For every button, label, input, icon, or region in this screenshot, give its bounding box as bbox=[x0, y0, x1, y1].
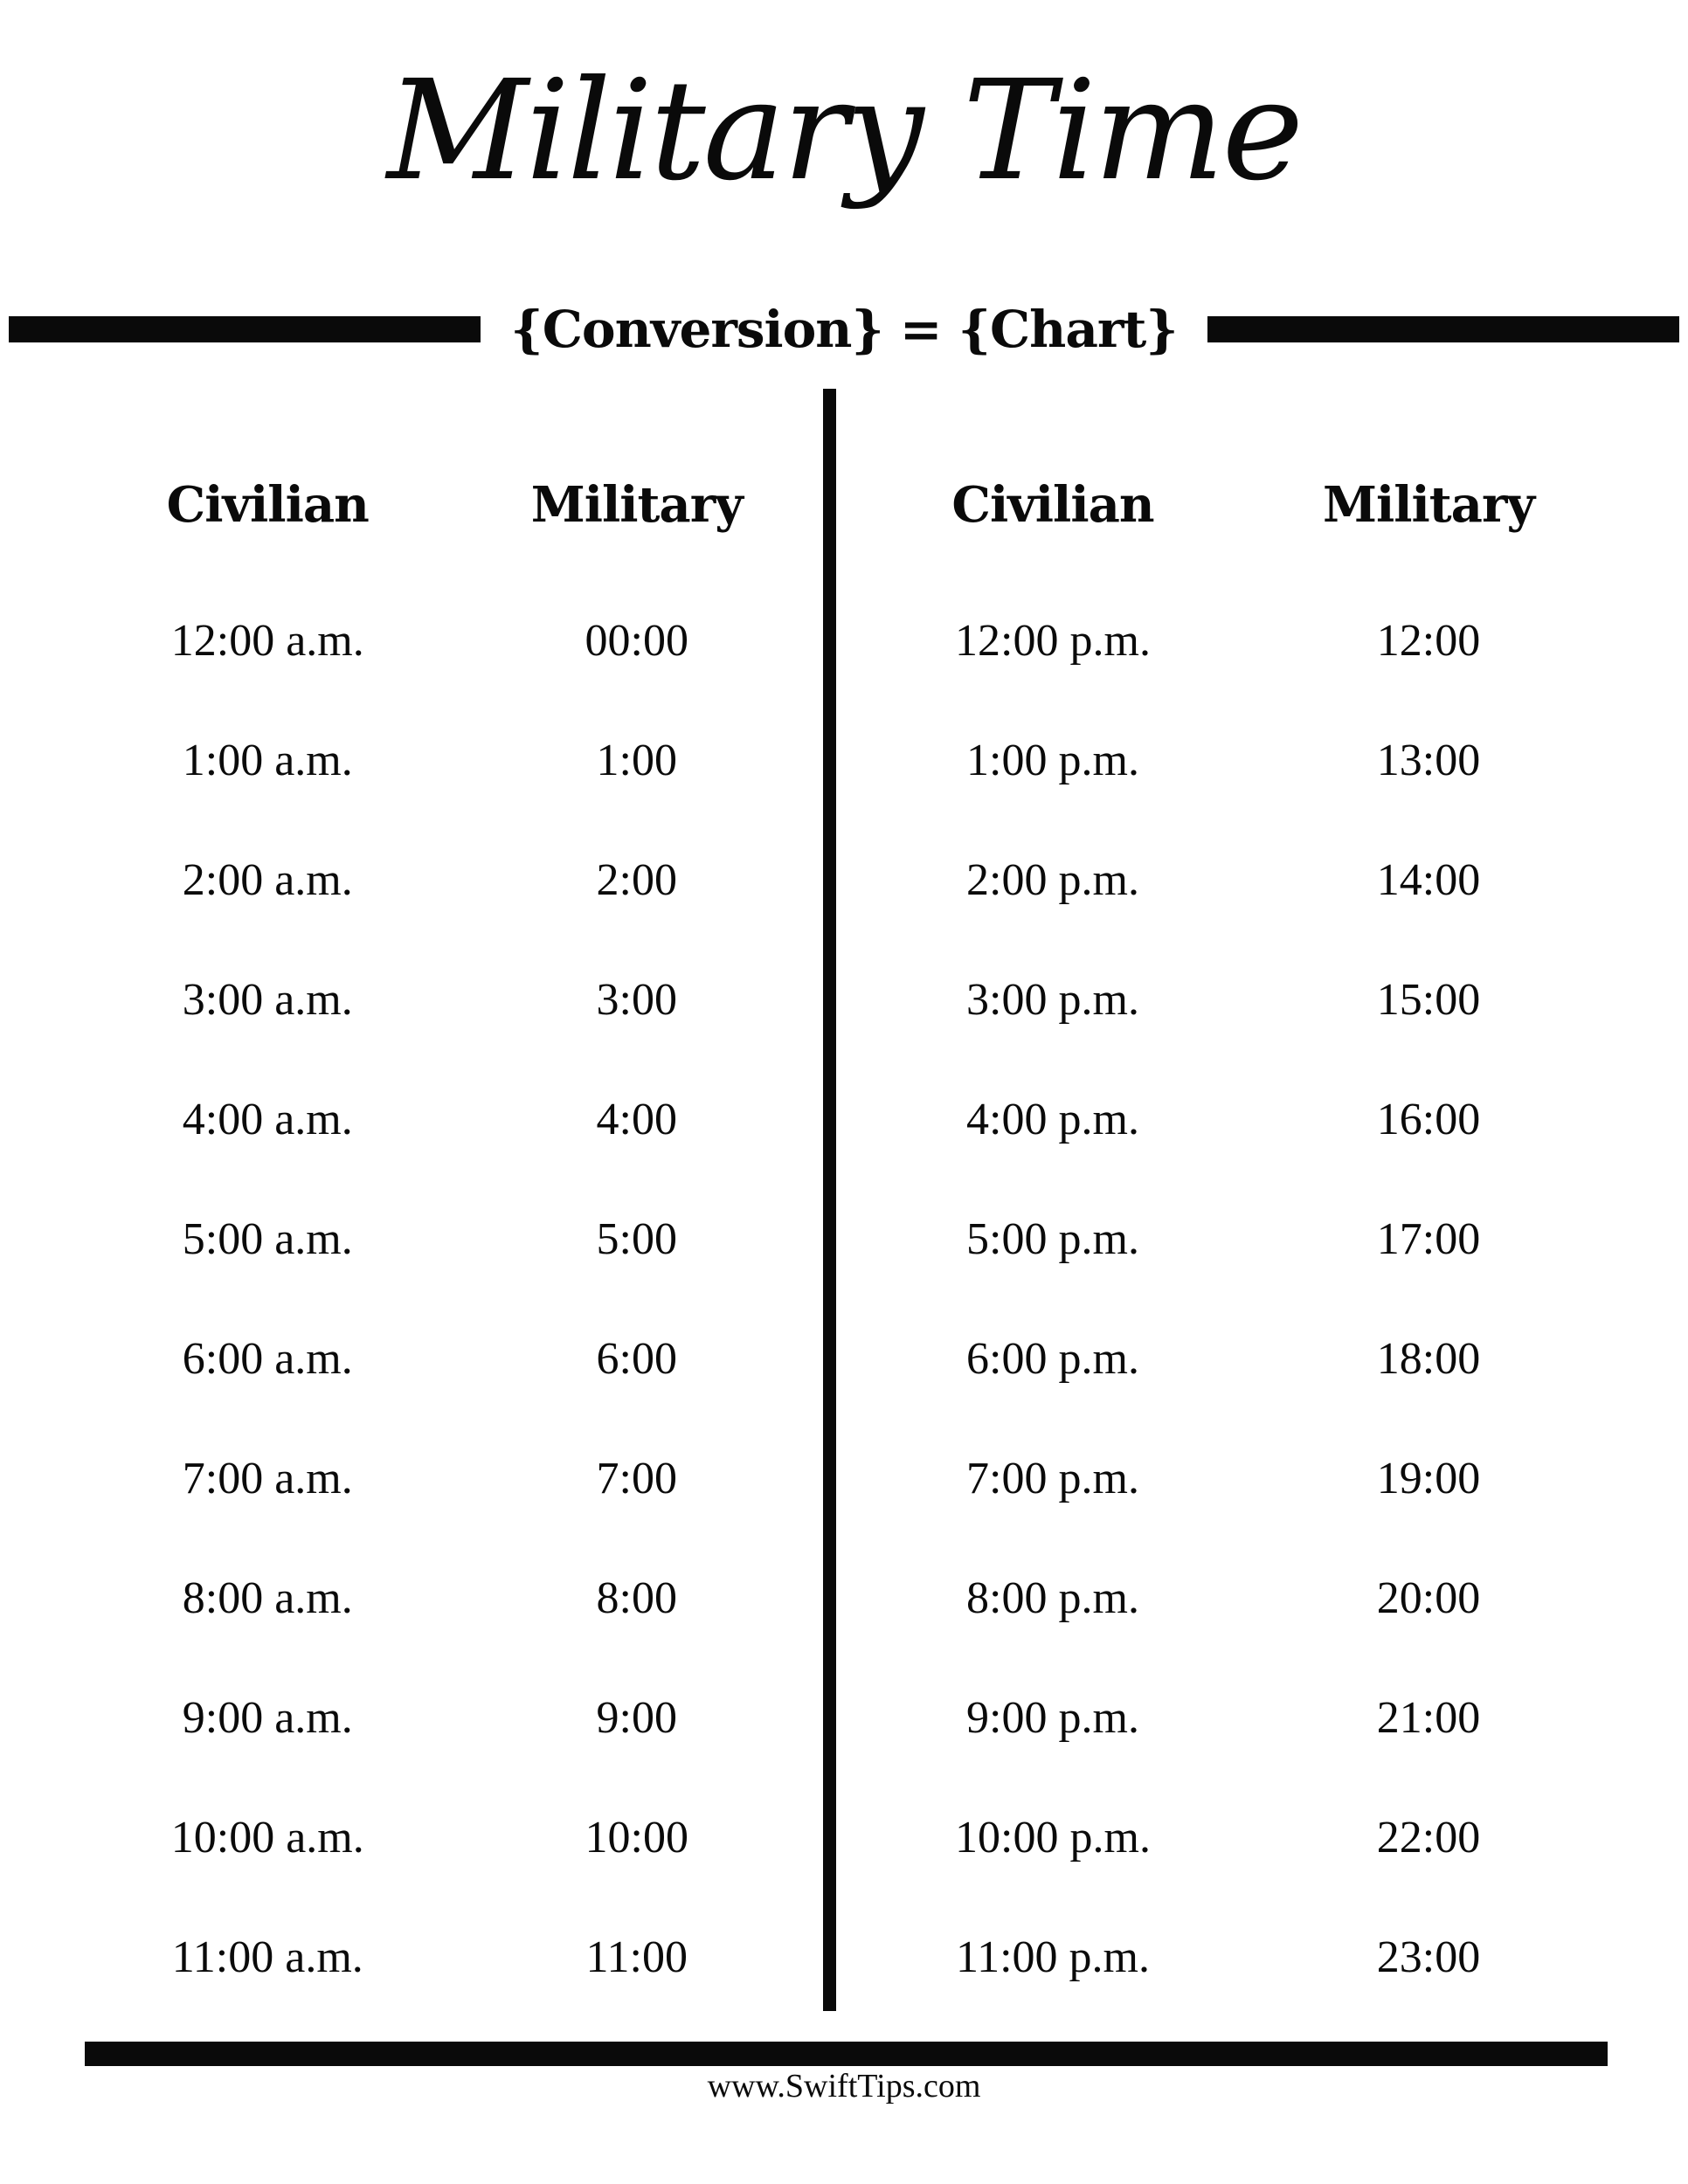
military-time-cell: 4:00 bbox=[596, 1095, 677, 1144]
center-divider-bar bbox=[823, 389, 836, 2011]
civilian-time-cell: 8:00 a.m. bbox=[182, 1573, 353, 1623]
civilian-time-cell: 7:00 p.m. bbox=[966, 1454, 1139, 1503]
military-time-cell: 12:00 bbox=[1376, 616, 1481, 666]
civilian-time-cell: 8:00 p.m. bbox=[966, 1573, 1139, 1623]
civilian-time-cell: 10:00 p.m. bbox=[955, 1813, 1151, 1863]
civilian-time-cell: 11:00 p.m. bbox=[956, 1932, 1150, 1982]
civilian-time-cell: 9:00 a.m. bbox=[182, 1693, 353, 1743]
military-time-cell: 20:00 bbox=[1376, 1573, 1481, 1623]
civilian-column-header: Civilian bbox=[166, 475, 369, 534]
military-time-cell: 14:00 bbox=[1376, 855, 1481, 905]
military-time-cell: 21:00 bbox=[1376, 1693, 1481, 1743]
civilian-column-header: Civilian bbox=[951, 475, 1154, 534]
civilian-time-cell: 2:00 p.m. bbox=[966, 855, 1139, 905]
military-time-cell: 11:00 bbox=[585, 1932, 688, 1982]
military-time-cell: 10:00 bbox=[585, 1813, 688, 1863]
military-column-header: Military bbox=[1322, 475, 1534, 534]
civilian-time-cell: 5:00 p.m. bbox=[966, 1214, 1139, 1264]
military-time-cell: 9:00 bbox=[596, 1693, 677, 1743]
military-time-cell: 22:00 bbox=[1376, 1813, 1481, 1863]
am-conversion-table bbox=[83, 428, 821, 2017]
military-time-cell: 8:00 bbox=[596, 1573, 677, 1623]
military-time-cell: 17:00 bbox=[1376, 1214, 1481, 1264]
military-time-cell: 3:00 bbox=[596, 975, 677, 1025]
military-time-cell: 6:00 bbox=[596, 1334, 677, 1384]
military-time-cell: 1:00 bbox=[596, 736, 677, 785]
civilian-time-cell: 1:00 a.m. bbox=[182, 736, 353, 785]
civilian-time-cell: 6:00 p.m. bbox=[966, 1334, 1139, 1384]
military-time-cell: 16:00 bbox=[1376, 1095, 1481, 1144]
footer-url: www.SwiftTips.com bbox=[707, 2068, 981, 2105]
page-title: Military Time bbox=[386, 51, 1302, 211]
military-time-cell: 7:00 bbox=[596, 1454, 677, 1503]
civilian-time-cell: 12:00 a.m. bbox=[170, 616, 364, 666]
military-time-cell: 00:00 bbox=[585, 616, 688, 666]
military-time-cell: 19:00 bbox=[1376, 1454, 1481, 1503]
military-time-cell: 5:00 bbox=[596, 1214, 677, 1264]
civilian-time-cell: 10:00 a.m. bbox=[170, 1813, 364, 1863]
military-time-cell: 18:00 bbox=[1376, 1334, 1481, 1384]
civilian-time-cell: 3:00 a.m. bbox=[182, 975, 353, 1025]
military-time-cell: 2:00 bbox=[596, 855, 677, 905]
military-time-cell: 15:00 bbox=[1376, 975, 1481, 1025]
subtitle-bar-left bbox=[9, 316, 481, 342]
subtitle-row bbox=[0, 281, 1688, 377]
civilian-time-cell: 6:00 a.m. bbox=[182, 1334, 353, 1384]
civilian-time-cell: 11:00 a.m. bbox=[171, 1932, 363, 1982]
military-time-cell: 23:00 bbox=[1376, 1932, 1481, 1982]
military-column-header: Military bbox=[530, 475, 743, 534]
civilian-time-cell: 5:00 a.m. bbox=[182, 1214, 353, 1264]
civilian-time-cell: 7:00 a.m. bbox=[182, 1454, 353, 1503]
civilian-time-cell: 4:00 a.m. bbox=[182, 1095, 353, 1144]
footer-divider-bar bbox=[85, 2042, 1608, 2066]
civilian-time-cell: 12:00 p.m. bbox=[955, 616, 1151, 666]
civilian-time-cell: 1:00 p.m. bbox=[966, 736, 1139, 785]
civilian-time-cell: 2:00 a.m. bbox=[182, 855, 353, 905]
subtitle-text: {Conversion} = {Chart} bbox=[510, 300, 1178, 359]
civilian-time-cell: 3:00 p.m. bbox=[966, 975, 1139, 1025]
civilian-time-cell: 9:00 p.m. bbox=[966, 1693, 1139, 1743]
military-time-cell: 13:00 bbox=[1376, 736, 1481, 785]
pm-conversion-table bbox=[865, 428, 1616, 2017]
subtitle-bar-right bbox=[1207, 316, 1679, 342]
civilian-time-cell: 4:00 p.m. bbox=[966, 1095, 1139, 1144]
